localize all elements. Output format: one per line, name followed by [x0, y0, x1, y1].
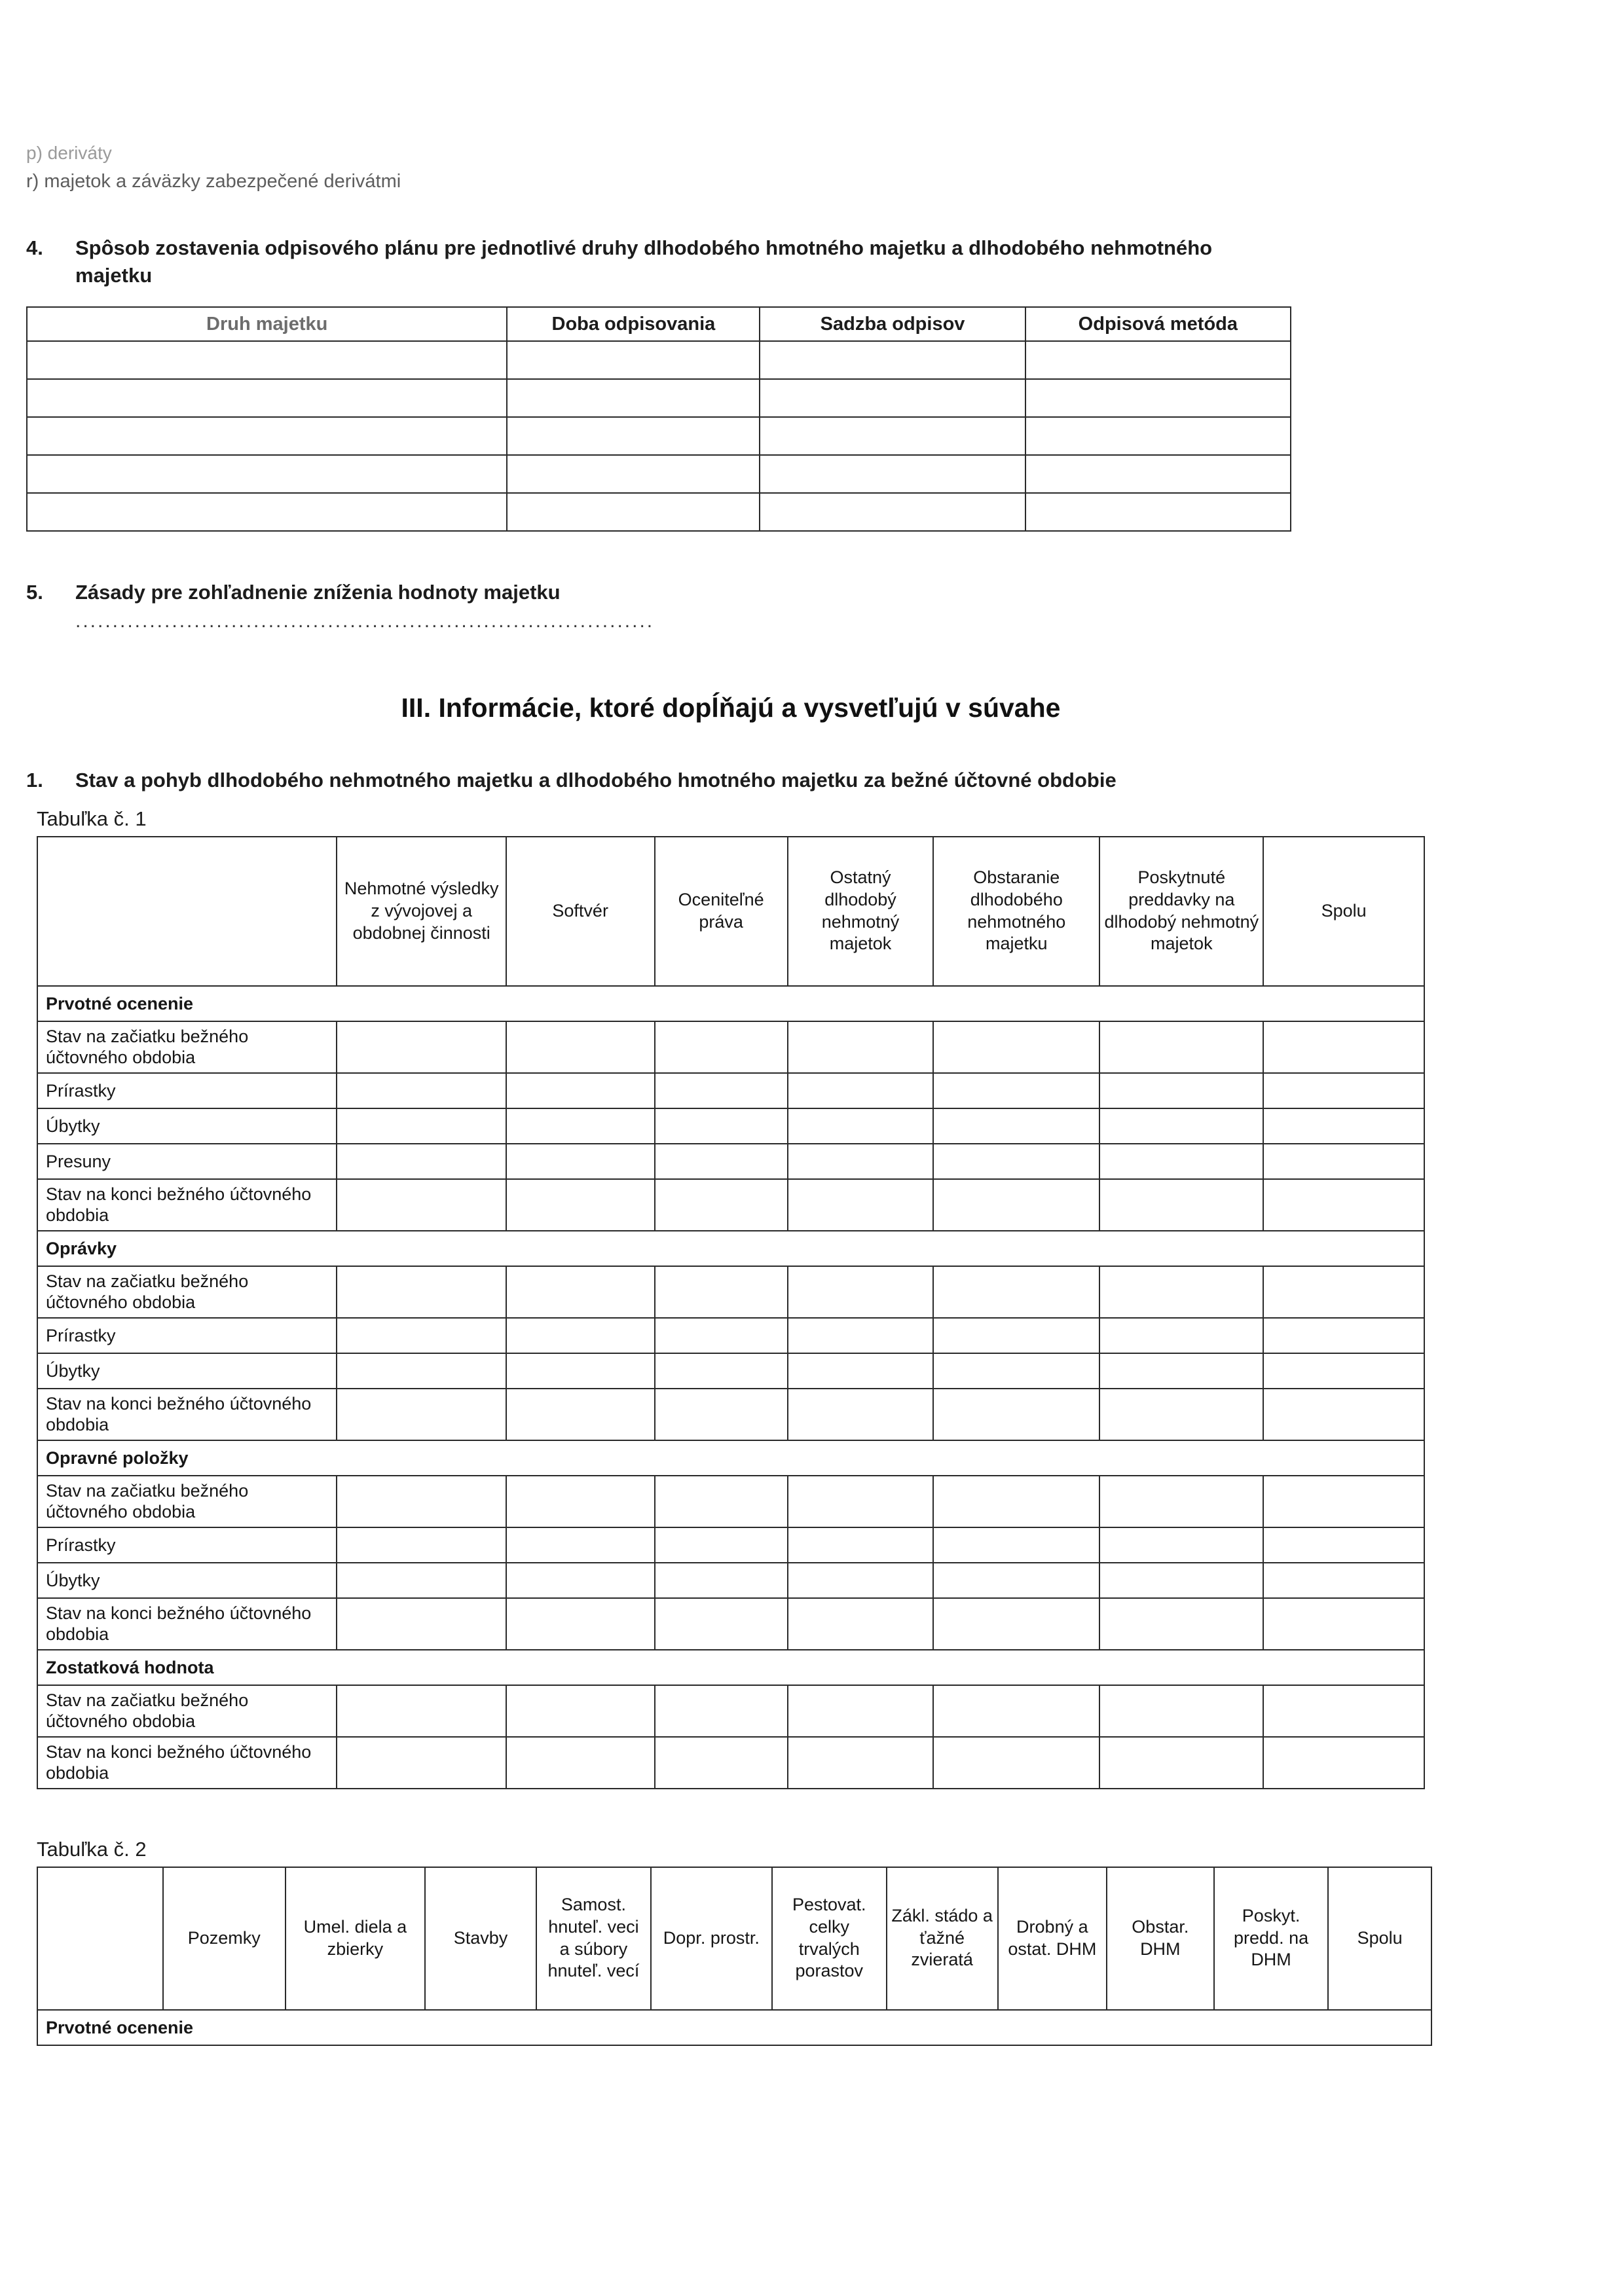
column-header: Samost. hnuteľ. veci a súbory hnuteľ. vecí	[536, 1867, 651, 2010]
empty-cell	[655, 1266, 788, 1318]
item-1	[26, 767, 1624, 794]
empty-cell	[337, 1685, 506, 1737]
empty-cell	[506, 1021, 655, 1073]
column-header: Softvér	[506, 837, 655, 986]
item-1-number: 1.	[26, 768, 43, 792]
item-5-text: Zásady pre zohľadnenie zníženia hodnoty majetku	[75, 581, 561, 604]
empty-row	[27, 341, 1291, 379]
row-label: Stav na konci bežného účtovného obdobia	[37, 1737, 337, 1789]
empty-cell	[507, 379, 760, 417]
empty-cell	[1099, 1021, 1263, 1073]
empty-cell	[760, 379, 1025, 417]
empty-cell	[1099, 1179, 1263, 1231]
empty-cell	[655, 1353, 788, 1389]
table-row	[37, 1353, 1424, 1389]
empty-cell	[1099, 1144, 1263, 1179]
empty-cell	[27, 341, 507, 379]
empty-cell	[1263, 1318, 1424, 1353]
empty-cell	[788, 1598, 933, 1650]
empty-cell	[933, 1318, 1099, 1353]
section-3-heading: III. Informácie, ktoré dopĺňajú a vysvetľujú v súvahe	[401, 692, 1061, 723]
empty-cell	[506, 1527, 655, 1563]
tangible-assets-table	[37, 1867, 1432, 2046]
empty-cell	[506, 1598, 655, 1650]
table-row	[37, 1389, 1424, 1440]
empty-cell	[655, 1737, 788, 1789]
empty-cell	[337, 1179, 506, 1231]
empty-cell	[1263, 1266, 1424, 1318]
empty-cell	[337, 1389, 506, 1440]
empty-cell	[655, 1598, 788, 1650]
empty-cell	[655, 1476, 788, 1527]
section-row	[37, 986, 1424, 1021]
column-header	[37, 1867, 163, 2010]
empty-cell	[506, 1563, 655, 1598]
item-4-number: 4.	[26, 236, 43, 260]
empty-cell	[788, 1527, 933, 1563]
empty-cell	[1099, 1318, 1263, 1353]
empty-cell	[1263, 1353, 1424, 1389]
column-header	[37, 837, 337, 986]
column-header: Sadzba odpisov	[760, 307, 1025, 341]
section-header-cell: Oprávky	[37, 1231, 1424, 1266]
column-header: Stavby	[425, 1867, 536, 2010]
empty-cell	[1263, 1389, 1424, 1440]
header-row	[37, 1867, 1431, 2010]
empty-cell	[337, 1527, 506, 1563]
empty-cell	[337, 1021, 506, 1073]
empty-cell	[1099, 1073, 1263, 1108]
intro-lines	[26, 0, 1624, 196]
column-header: Umel. diela a zbierky	[286, 1867, 425, 2010]
table-row	[37, 1179, 1424, 1231]
table-row	[37, 1737, 1424, 1789]
empty-cell	[506, 1144, 655, 1179]
table-row	[37, 1021, 1424, 1073]
empty-cell	[1099, 1563, 1263, 1598]
empty-cell	[506, 1389, 655, 1440]
empty-row	[27, 417, 1291, 455]
empty-cell	[655, 1021, 788, 1073]
empty-cell	[933, 1073, 1099, 1108]
empty-cell	[1099, 1389, 1263, 1440]
empty-row	[27, 455, 1291, 493]
column-header: Poskytnuté preddavky na dlhodobý nehmotný majetok	[1099, 837, 1263, 986]
empty-cell	[655, 1527, 788, 1563]
row-label: Stav na konci bežného účtovného obdobia	[37, 1598, 337, 1650]
empty-cell	[655, 1144, 788, 1179]
item-5	[26, 579, 1624, 606]
empty-cell	[506, 1685, 655, 1737]
empty-cell	[1025, 417, 1291, 455]
empty-cell	[933, 1737, 1099, 1789]
row-label: Úbytky	[37, 1353, 337, 1389]
row-label: Stav na začiatku bežného účtovného obdobia	[37, 1476, 337, 1527]
row-label: Stav na začiatku bežného účtovného obdobia	[37, 1266, 337, 1318]
empty-cell	[933, 1353, 1099, 1389]
section-header-cell: Zostatková hodnota	[37, 1650, 1424, 1685]
empty-cell	[655, 1389, 788, 1440]
empty-cell	[933, 1144, 1099, 1179]
empty-cell	[1025, 455, 1291, 493]
empty-cell	[1025, 493, 1291, 531]
empty-cell	[1025, 341, 1291, 379]
empty-cell	[655, 1563, 788, 1598]
empty-cell	[1099, 1527, 1263, 1563]
empty-cell	[337, 1318, 506, 1353]
empty-cell	[788, 1353, 933, 1389]
column-header: Dopr. prostr.	[651, 1867, 772, 2010]
intangible-assets-table	[37, 836, 1425, 1789]
empty-cell	[27, 493, 507, 531]
column-header: Poskyt. predd. na DHM	[1214, 1867, 1329, 2010]
empty-cell	[1263, 1073, 1424, 1108]
empty-cell	[506, 1737, 655, 1789]
table-2-caption: Tabuľka č. 2	[37, 1837, 147, 1861]
empty-cell	[933, 1527, 1099, 1563]
empty-cell	[760, 455, 1025, 493]
empty-cell	[337, 1476, 506, 1527]
empty-cell	[760, 341, 1025, 379]
column-header: Obstar. DHM	[1107, 1867, 1214, 2010]
table-1-caption: Tabuľka č. 1	[37, 807, 147, 830]
empty-cell	[1263, 1108, 1424, 1144]
table-row	[37, 1685, 1424, 1737]
empty-cell	[1263, 1563, 1424, 1598]
empty-cell	[506, 1318, 655, 1353]
empty-cell	[655, 1318, 788, 1353]
empty-cell	[933, 1476, 1099, 1527]
empty-cell	[788, 1108, 933, 1144]
column-header: Spolu	[1328, 1867, 1431, 2010]
empty-cell	[655, 1685, 788, 1737]
column-header: Druh majetku	[27, 307, 507, 341]
section-header-cell: Prvotné ocenenie	[37, 986, 1424, 1021]
empty-cell	[760, 493, 1025, 531]
row-label: Úbytky	[37, 1108, 337, 1144]
empty-cell	[507, 455, 760, 493]
empty-cell	[788, 1073, 933, 1108]
column-header: Spolu	[1263, 837, 1424, 986]
column-header: Pozemky	[163, 1867, 286, 2010]
empty-cell	[1263, 1476, 1424, 1527]
table-row	[37, 1527, 1424, 1563]
empty-cell	[1099, 1266, 1263, 1318]
column-header: Drobný a ostat. DHM	[998, 1867, 1107, 2010]
table-row	[37, 1476, 1424, 1527]
empty-cell	[933, 1179, 1099, 1231]
empty-cell	[655, 1179, 788, 1231]
column-header: Obstaranie dlhodobého nehmotného majetku	[933, 837, 1099, 986]
section-row	[37, 1440, 1424, 1476]
header-row	[37, 837, 1424, 986]
column-header: Pestovat. celky trvalých porastov	[772, 1867, 887, 2010]
empty-cell	[337, 1737, 506, 1789]
section-header-cell: Opravné položky	[37, 1440, 1424, 1476]
depreciation-plan-table	[26, 306, 1291, 532]
empty-cell	[27, 379, 507, 417]
intro-line-r: r) majetok a záväzky zabezpečené derivátmi	[26, 171, 401, 192]
empty-cell	[933, 1021, 1099, 1073]
section-row	[37, 1231, 1424, 1266]
empty-cell	[933, 1108, 1099, 1144]
table-row	[37, 1563, 1424, 1598]
empty-cell	[506, 1179, 655, 1231]
empty-cell	[933, 1389, 1099, 1440]
table-row	[37, 1318, 1424, 1353]
row-label: Presuny	[37, 1144, 337, 1179]
row-label: Stav na konci bežného účtovného obdobia	[37, 1179, 337, 1231]
empty-cell	[507, 417, 760, 455]
dotted-fill-line: ..............................................................................	[75, 610, 655, 632]
empty-cell	[655, 1108, 788, 1144]
table-row	[37, 1598, 1424, 1650]
empty-row	[27, 493, 1291, 531]
empty-cell	[1263, 1737, 1424, 1789]
column-header: Oceniteľné práva	[655, 837, 788, 986]
empty-cell	[760, 417, 1025, 455]
section-row	[37, 1650, 1424, 1685]
table-row	[37, 1144, 1424, 1179]
empty-cell	[933, 1685, 1099, 1737]
empty-cell	[655, 1073, 788, 1108]
empty-cell	[788, 1021, 933, 1073]
empty-cell	[1263, 1685, 1424, 1737]
empty-cell	[1263, 1527, 1424, 1563]
item-4-text: Spôsob zostavenia odpisového plánu pre jednotlivé druhy dlhodobého hmotného majetku a dlhodobého nehmotného majetku	[75, 236, 1213, 287]
empty-cell	[337, 1353, 506, 1389]
table-row	[37, 1073, 1424, 1108]
empty-cell	[1263, 1144, 1424, 1179]
section-row	[37, 2010, 1431, 2045]
empty-cell	[506, 1108, 655, 1144]
empty-cell	[337, 1108, 506, 1144]
empty-cell	[788, 1318, 933, 1353]
column-header: Ostatný dlhodobý nehmotný majetok	[788, 837, 933, 986]
empty-cell	[337, 1073, 506, 1108]
empty-cell	[337, 1266, 506, 1318]
item-5-number: 5.	[26, 581, 43, 604]
empty-cell	[1099, 1598, 1263, 1650]
empty-cell	[1263, 1021, 1424, 1073]
table-row	[37, 1266, 1424, 1318]
empty-cell	[337, 1598, 506, 1650]
empty-cell	[506, 1073, 655, 1108]
empty-cell	[1099, 1737, 1263, 1789]
empty-cell	[788, 1179, 933, 1231]
empty-cell	[788, 1476, 933, 1527]
empty-cell	[933, 1563, 1099, 1598]
column-header: Zákl. stádo a ťažné zvieratá	[887, 1867, 998, 2010]
empty-cell	[933, 1598, 1099, 1650]
empty-cell	[788, 1144, 933, 1179]
empty-cell	[1099, 1108, 1263, 1144]
empty-cell	[27, 455, 507, 493]
empty-cell	[337, 1144, 506, 1179]
empty-cell	[788, 1266, 933, 1318]
section-header-cell: Prvotné ocenenie	[37, 2010, 1431, 2045]
empty-cell	[788, 1389, 933, 1440]
empty-cell	[1263, 1598, 1424, 1650]
row-label: Stav na konci bežného účtovného obdobia	[37, 1389, 337, 1440]
empty-cell	[1263, 1179, 1424, 1231]
empty-cell	[788, 1563, 933, 1598]
column-header: Odpisová metóda	[1025, 307, 1291, 341]
row-label: Prírastky	[37, 1527, 337, 1563]
empty-cell	[507, 493, 760, 531]
item-1-text: Stav a pohyb dlhodobého nehmotného majetku a dlhodobého hmotného majetku za bežné účtovné obdobie	[75, 768, 1116, 792]
row-label: Stav na začiatku bežného účtovného obdobia	[37, 1021, 337, 1073]
empty-cell	[1099, 1685, 1263, 1737]
empty-cell	[507, 341, 760, 379]
column-header: Nehmotné výsledky z vývojovej a obdobnej činnosti	[337, 837, 506, 986]
row-label: Prírastky	[37, 1318, 337, 1353]
empty-cell	[506, 1476, 655, 1527]
empty-cell	[1099, 1476, 1263, 1527]
empty-cell	[27, 417, 507, 455]
row-label: Úbytky	[37, 1563, 337, 1598]
empty-cell	[1099, 1353, 1263, 1389]
intro-line-p: p) deriváty	[26, 143, 112, 163]
empty-cell	[933, 1266, 1099, 1318]
header-row	[27, 307, 1291, 341]
column-header: Doba odpisovania	[507, 307, 760, 341]
empty-cell	[506, 1266, 655, 1318]
empty-row	[27, 379, 1291, 417]
empty-cell	[337, 1563, 506, 1598]
empty-cell	[788, 1685, 933, 1737]
item-4	[26, 234, 1624, 289]
row-label: Stav na začiatku bežného účtovného obdobia	[37, 1685, 337, 1737]
row-label: Prírastky	[37, 1073, 337, 1108]
empty-cell	[788, 1737, 933, 1789]
table-row	[37, 1108, 1424, 1144]
empty-cell	[506, 1353, 655, 1389]
empty-cell	[1025, 379, 1291, 417]
